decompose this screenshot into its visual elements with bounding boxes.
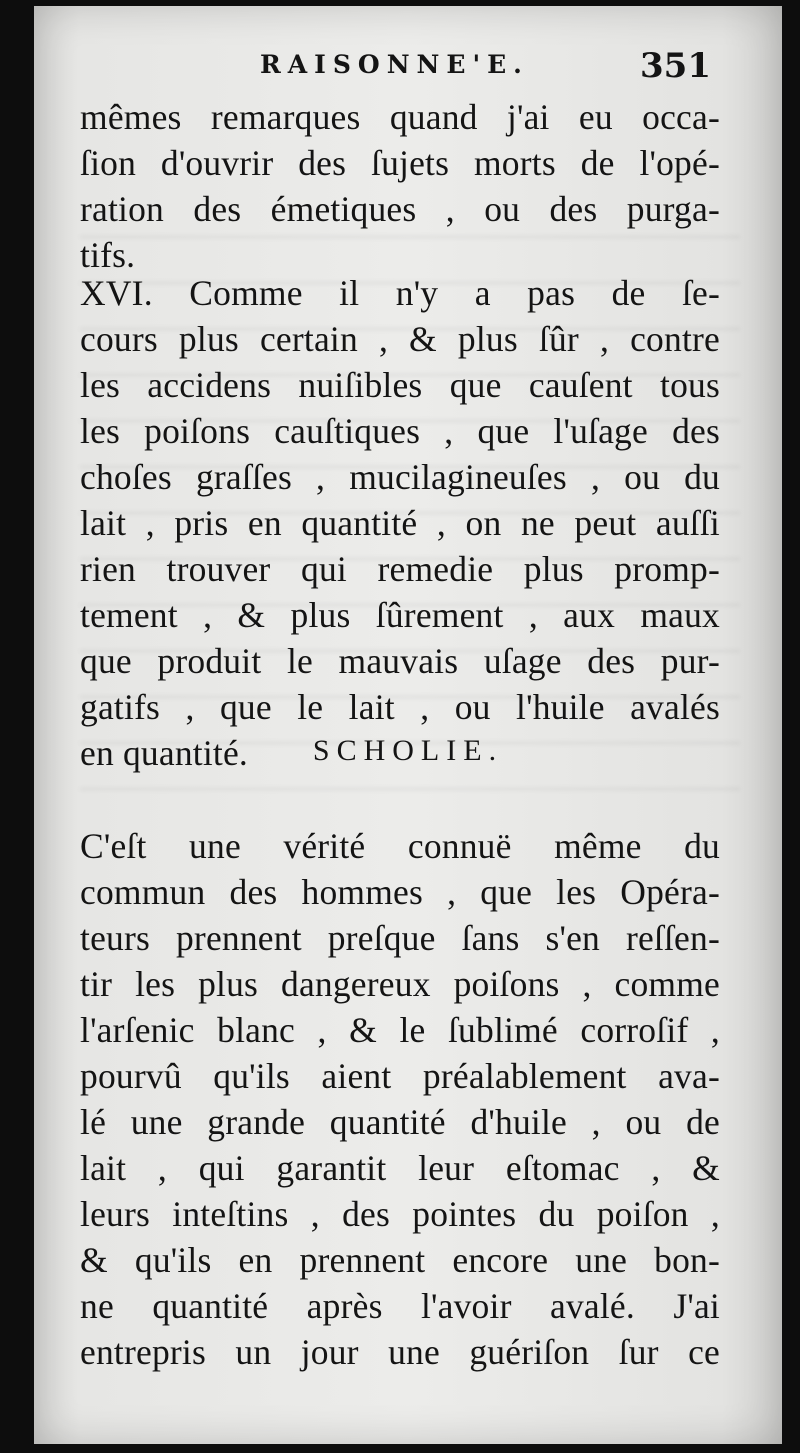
book-page [34, 6, 782, 1444]
paragraph-continued [80, 94, 720, 278]
text-line: les accidens nuiſibles que cauſent tous [80, 365, 720, 405]
text-line: lé une grande quantité d'huile , ou de [80, 1102, 720, 1142]
running-title: RAISONNE'E. [260, 50, 529, 79]
section-title-scholie: SCHOLIE. [312, 734, 504, 767]
text-line: commun des hommes , que les Opéra- [80, 872, 720, 912]
text-line: ſion d'ouvrir des ſujets morts de l'opé- [80, 143, 720, 183]
text-line: choſes graſſes , mucilagineuſes , ou du [80, 457, 720, 497]
text-line: en quantité. [80, 733, 249, 773]
paragraph-scholie [80, 823, 720, 1375]
text-line: ration des émetiques , ou des purga- [80, 189, 720, 229]
running-head [34, 46, 782, 90]
text-line: lait , qui garantit leur eſtomac , & [80, 1148, 720, 1188]
text-line: l'arſenic blanc , & le ſublimé corroſif , [80, 1010, 720, 1050]
text-line: les poiſons cauſtiques , que l'uſage des [80, 411, 720, 451]
text-line: lait , pris en quantité , on ne peut auſſi [80, 503, 720, 543]
text-line: XVI. Comme il n'y a pas de ſe- [80, 273, 720, 313]
paragraph-section-xvi [80, 270, 720, 776]
text-line: leurs inteſtins , des pointes du poiſon , [80, 1194, 720, 1234]
text-line: gatifs , que le lait , ou l'huile avalés [80, 687, 720, 727]
text-line: que produit le mauvais uſage des pur- [80, 641, 720, 681]
text-line: C'eſt une vérité connuë même du [80, 826, 720, 866]
text-line: cours plus certain , & plus ſûr , contre [80, 319, 720, 359]
text-line: pourvû qu'ils aient préalablement ava- [80, 1056, 720, 1096]
text-line: tement , & plus ſûrement , aux maux [80, 595, 720, 635]
text-line: tifs. [80, 235, 136, 275]
text-line: rien trouver qui remedie plus promp- [80, 549, 720, 589]
text-line: ne quantité après l'avoir avalé. J'ai [80, 1286, 720, 1326]
text-line: mêmes remarques quand j'ai eu occa- [80, 97, 720, 137]
page-number: 351 [640, 46, 711, 86]
text-line: teurs prennent preſque ſans s'en reſſen- [80, 918, 720, 958]
text-line: tir les plus dangereux poiſons , comme [80, 964, 720, 1004]
text-line: & qu'ils en prennent encore une bon- [80, 1240, 720, 1280]
text-line: entrepris un jour une guériſon ſur ce [80, 1332, 720, 1372]
